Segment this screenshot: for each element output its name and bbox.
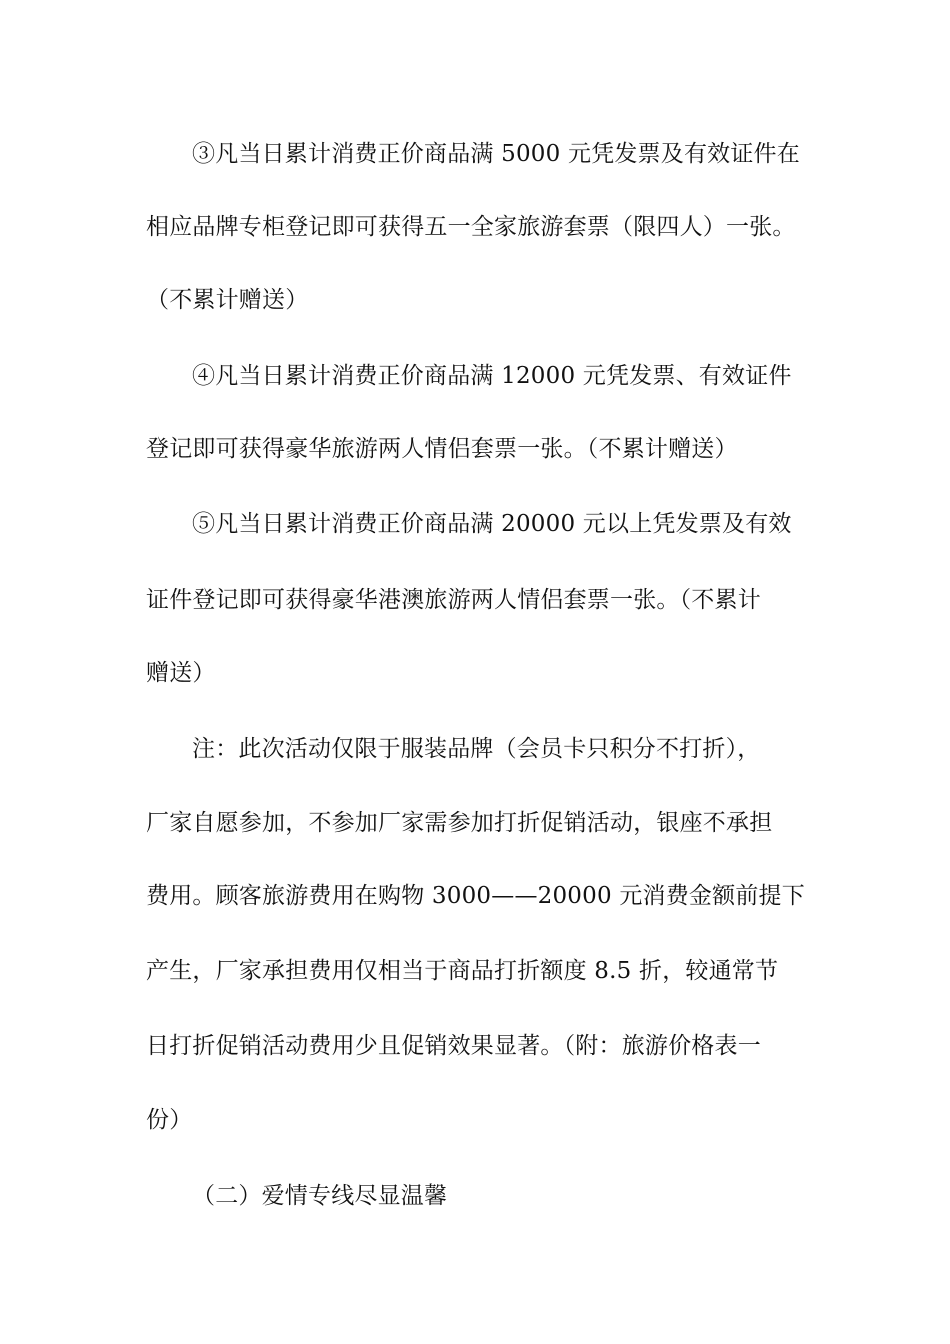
- note-paragraph-line-6: 份）: [146, 1107, 193, 1133]
- paragraph-item-5-line-3: 赠送）: [146, 660, 216, 686]
- paragraph-item-3-line-3: （不累计赠送）: [146, 287, 309, 313]
- note-paragraph-line-3: 费用。顾客旅游费用在购物 3000——20000 元消费金额前提下: [146, 883, 805, 909]
- note-paragraph-line-1: 注：此次活动仅限于服装品牌（会员卡只积分不打折），: [192, 736, 761, 762]
- paragraph-item-5-line-1: ⑤凡当日累计消费正价商品满 20000 元以上凭发票及有效: [192, 511, 792, 537]
- paragraph-item-3-line-2: 相应品牌专柜登记即可获得五一全家旅游套票（限四人）一张。: [146, 214, 796, 240]
- section-heading: （二）爱情专线尽显温馨: [192, 1183, 448, 1209]
- paragraph-item-4-line-2: 登记即可获得豪华旅游两人情侣套票一张。（不累计赠送）: [146, 436, 738, 462]
- note-paragraph-line-4: 产生，厂家承担费用仅相当于商品打折额度 8.5 折，较通常节: [146, 958, 779, 984]
- note-paragraph-line-2: 厂家自愿参加，不参加厂家需参加打折促销活动，银座不承担: [146, 810, 773, 836]
- note-paragraph-line-5: 日打折促销活动费用少且促销效果显著。（附：旅游价格表一: [146, 1033, 761, 1059]
- paragraph-item-3-line-1: ③凡当日累计消费正价商品满 5000 元凭发票及有效证件在: [192, 141, 800, 167]
- paragraph-item-4-line-1: ④凡当日累计消费正价商品满 12000 元凭发票、有效证件: [192, 363, 792, 389]
- paragraph-item-5-line-2: 证件登记即可获得豪华港澳旅游两人情侣套票一张。（不累计: [146, 587, 761, 613]
